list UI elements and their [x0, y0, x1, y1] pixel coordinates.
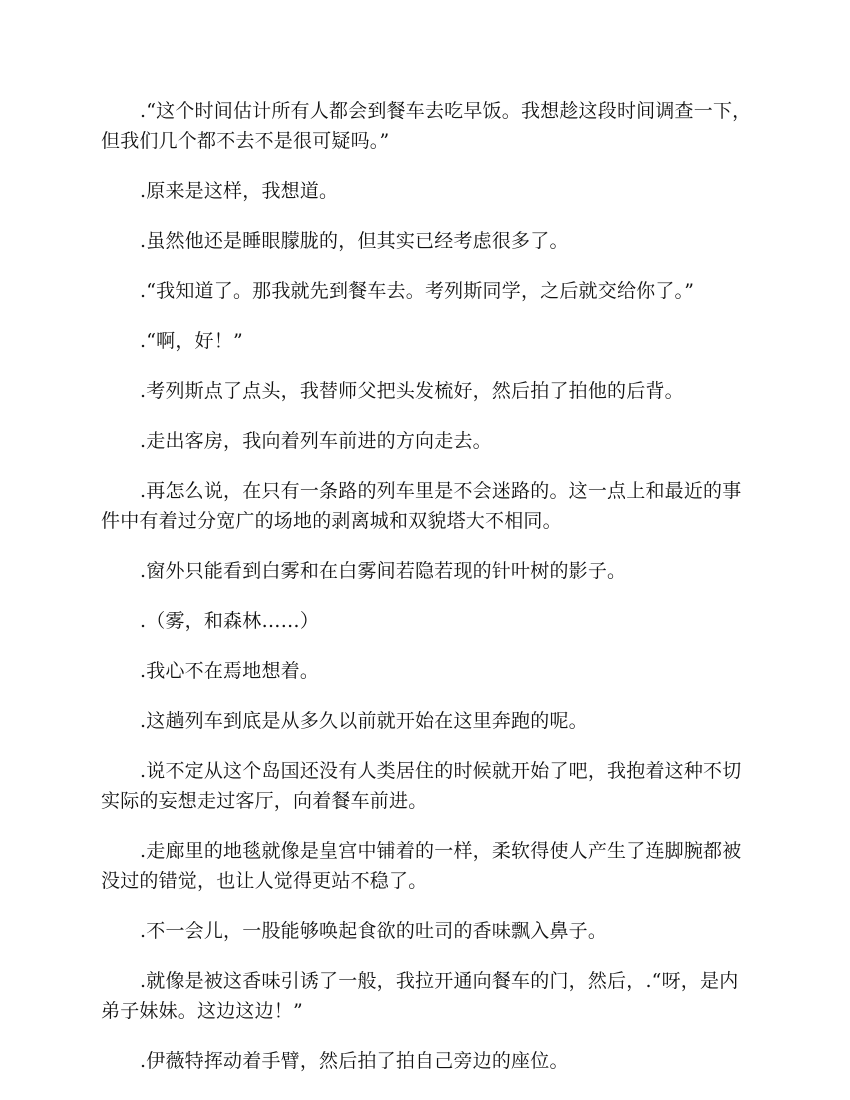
paragraph: .“啊，好！” [140, 330, 243, 352]
paragraph: .走出客房，我向着列车前进的方向走去。 [140, 430, 492, 452]
paragraph: .不一会儿，一股能够唤起食欲的吐司的香味飘入鼻子。 [140, 920, 608, 942]
paragraph: .窗外只能看到白雾和在白雾间若隐若现的针叶树的影子。 [140, 560, 627, 582]
paragraph: .伊薇特挥动着手臂，然后拍了拍自己旁边的座位。 [140, 1050, 569, 1072]
paragraph: .虽然他还是睡眼朦胧的，但其实已经考虑很多了。 [140, 230, 569, 252]
paragraph: .（雾，和森林……） [140, 610, 320, 632]
paragraph: .就像是被这香味引诱了一般，我拉开通向餐车的门，然后，.“呀，是内弟子妹妹。这边这边！” [101, 970, 739, 1022]
document-body [101, 96, 753, 1096]
paragraph: .我心不在焉地想着。 [140, 660, 320, 682]
paragraph: .“我知道了。那我就先到餐车去。考列斯同学，之后就交给你了。” [140, 280, 695, 302]
paragraph: .原来是这样，我想道。 [140, 180, 339, 202]
paragraph: .这趟列车到底是从多久以前就开始在这里奔跑的呢。 [140, 710, 588, 732]
paragraph: .走廊里的地毯就像是皇宫中铺着的一样，柔软得使人产生了连脚腕都被没过的错觉，也让人觉得更站不稳了。 [101, 840, 742, 892]
paragraph: .说不定从这个岛国还没有人类居住的时候就开始了吧，我抱着这种不切实际的妄想走过客厅，向着餐车前进。 [101, 760, 742, 812]
paragraph: .考列斯点了点头，我替师父把头发梳好，然后拍了拍他的后背。 [140, 380, 684, 402]
paragraph: .“这个时间估计所有人都会到餐车去吃早饭。我想趁这段时间调查一下，但我们几个都不去不是很可疑吗。” [101, 100, 752, 152]
paragraph: .再怎么说，在只有一条路的列车里是不会迷路的。这一点上和最近的事件中有着过分宽广的场地的剥离城和双貌塔大不相同。 [101, 480, 742, 532]
